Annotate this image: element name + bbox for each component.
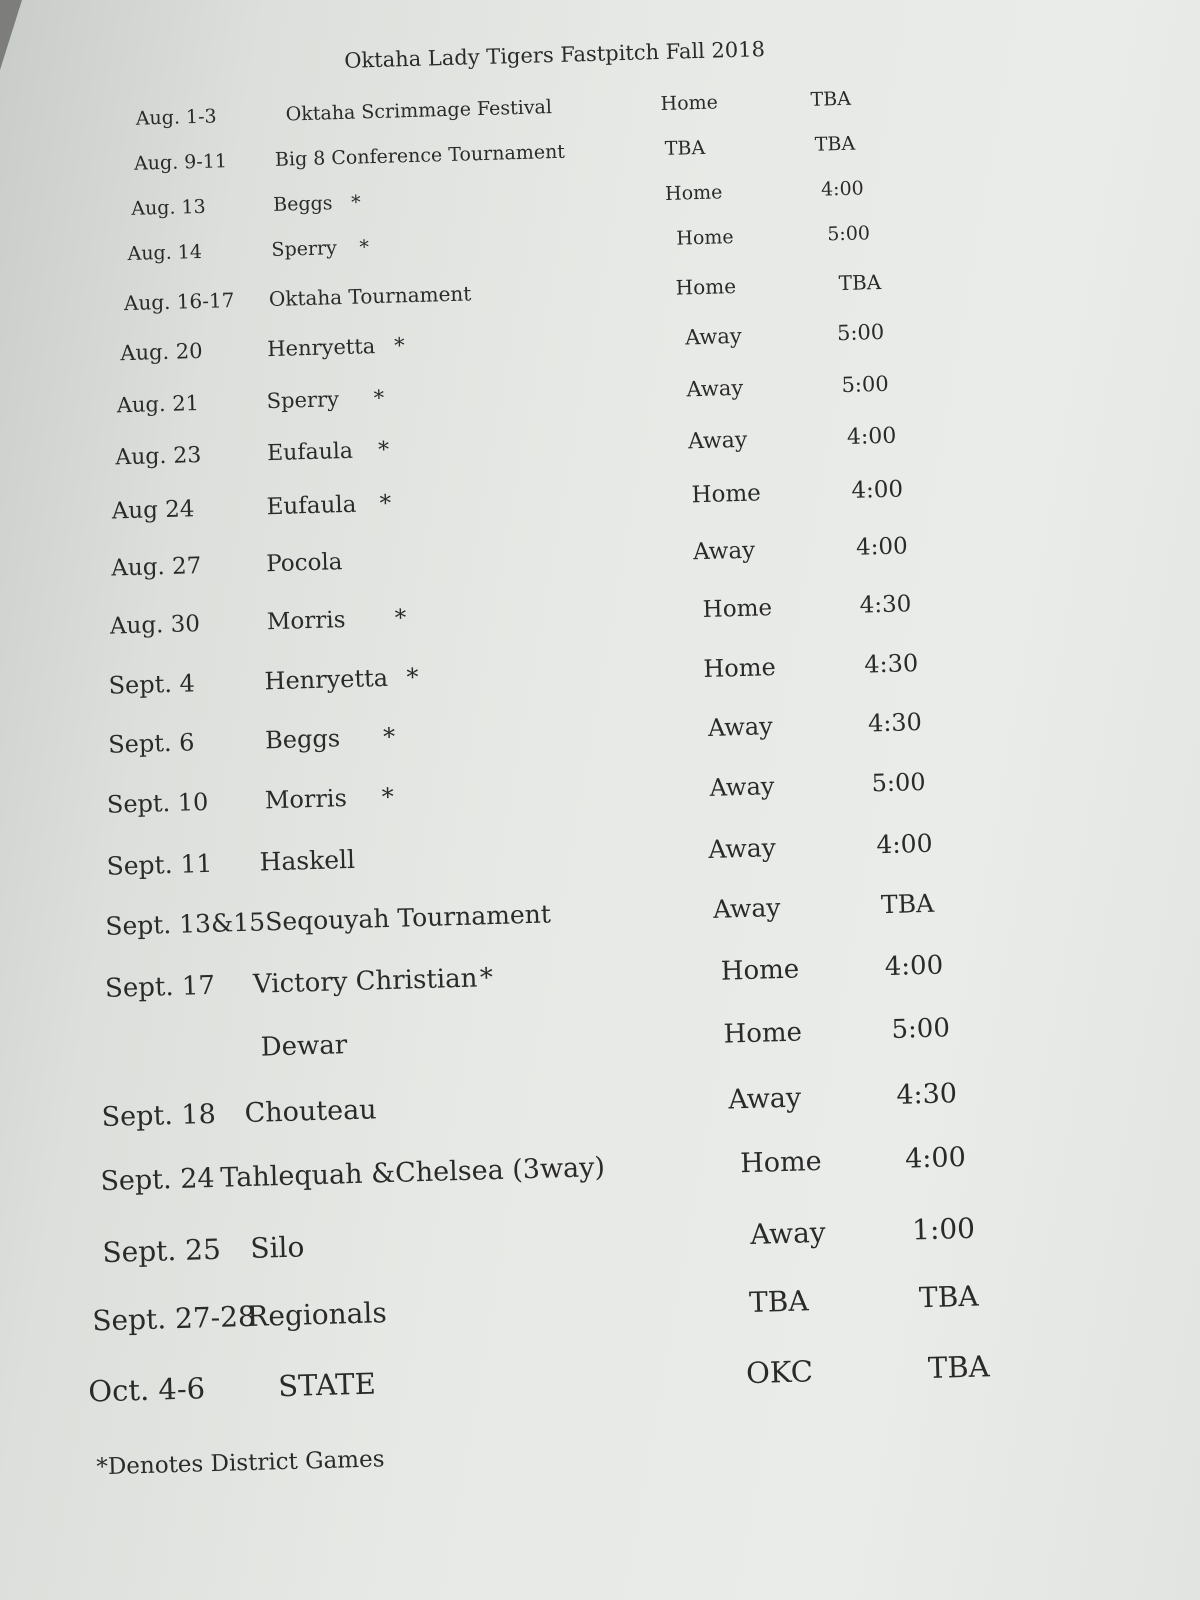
game-time: 1:00 <box>911 1211 976 1247</box>
game-location: Home <box>702 653 777 684</box>
game-opponent: Henryetta <box>264 663 389 696</box>
game-time: 4:00 <box>846 423 897 450</box>
game-time: TBA <box>927 1349 991 1386</box>
schedule-row <box>0 700 1199 773</box>
game-date: Aug. 21 <box>116 391 200 418</box>
district-marker: * <box>394 605 407 632</box>
district-marker: * <box>373 385 385 411</box>
game-date: Aug. 30 <box>109 611 201 640</box>
game-time: 4:00 <box>820 177 865 201</box>
district-marker: * <box>379 490 392 518</box>
game-date: Aug. 23 <box>114 443 202 471</box>
game-date: Aug. 1-3 <box>135 105 217 130</box>
district-marker: * <box>350 191 362 214</box>
schedule-row <box>16 1343 1200 1416</box>
schedule-row <box>12 1205 1200 1278</box>
game-opponent: Beggs <box>272 192 333 216</box>
game-opponent: Regionals <box>246 1296 388 1334</box>
game-time: 4:00 <box>875 828 933 860</box>
schedule-row <box>5 943 1200 1016</box>
game-date: Sept. 4 <box>108 669 196 700</box>
game-opponent: Oktaha Scrimmage Festival <box>285 96 553 126</box>
game-opponent: Eufaula <box>266 491 357 521</box>
game-time: 4:30 <box>895 1078 958 1111</box>
game-date: Sept. 24 <box>100 1162 215 1198</box>
footnote: *Denotes District Games <box>96 1446 385 1481</box>
game-date: Aug. 14 <box>127 240 203 265</box>
game-location: Away <box>686 375 744 402</box>
game-location: Away <box>749 1215 827 1251</box>
schedule-row <box>8 1071 1200 1144</box>
schedule-row <box>0 760 1200 833</box>
game-location: Away <box>707 712 774 742</box>
game-date: Sept. 25 <box>101 1232 222 1270</box>
game-opponent: Chouteau <box>244 1094 378 1130</box>
schedule-row <box>10 1135 1200 1208</box>
game-location: Away <box>727 1082 802 1116</box>
game-date: Sept. 11 <box>106 848 213 881</box>
game-time: 4:00 <box>851 476 904 504</box>
game-time: 4:00 <box>884 950 944 983</box>
game-location: Home <box>720 954 800 987</box>
district-marker: * <box>406 663 419 692</box>
schedule-row <box>14 1273 1200 1346</box>
game-time: TBA <box>838 269 882 296</box>
game-location: Away <box>687 427 748 455</box>
game-location: TBA <box>748 1284 810 1320</box>
game-date: Sept. 18 <box>101 1098 217 1134</box>
game-date: Sept. 13&15 <box>104 907 266 941</box>
game-opponent: Big 8 Conference Tournament <box>274 140 566 171</box>
game-time: TBA <box>880 888 935 920</box>
game-location: Home <box>739 1145 823 1180</box>
game-time: 5:00 <box>871 767 926 798</box>
schedule-row <box>3 881 1200 954</box>
game-date: Aug 24 <box>111 496 195 525</box>
game-opponent: Silo <box>249 1230 305 1265</box>
district-marker: * <box>393 333 406 358</box>
game-opponent: Sperry <box>266 387 340 414</box>
district-marker: * <box>382 722 396 752</box>
game-opponent: Tahlequah &Chelsea (3way) <box>219 1152 606 1194</box>
game-location: Home <box>691 480 762 509</box>
game-opponent: Beggs <box>264 724 341 755</box>
game-location: TBA <box>664 136 706 160</box>
game-opponent: Victory Christian <box>252 963 478 1000</box>
game-time: 5:00 <box>826 222 871 246</box>
game-location: Home <box>676 226 734 250</box>
game-opponent: Eufaula <box>266 438 354 467</box>
game-location: Away <box>712 893 781 924</box>
game-time: 4:30 <box>867 707 923 738</box>
game-date: Aug. 9-11 <box>133 150 228 175</box>
game-location: Away <box>709 772 775 802</box>
game-location: Away <box>684 323 743 350</box>
schedule-title: Oktaha Lady Tigers Fastpitch Fall 2018 <box>343 37 766 73</box>
game-location: Home <box>702 595 773 624</box>
game-opponent: Pocola <box>265 549 343 578</box>
game-time: 5:00 <box>841 371 889 398</box>
game-opponent: Haskell <box>259 844 356 877</box>
game-location: OKC <box>745 1354 814 1391</box>
district-marker: * <box>479 963 494 994</box>
district-marker: * <box>377 437 390 464</box>
game-opponent: Seqouyah Tournament <box>264 899 552 937</box>
game-date: Aug. 27 <box>110 553 202 582</box>
game-location: Home <box>723 1017 803 1050</box>
game-opponent: Sperry <box>271 237 338 261</box>
game-time: TBA <box>810 87 852 111</box>
game-opponent: Morris <box>266 607 346 636</box>
game-date: Sept. 10 <box>106 787 209 819</box>
game-opponent: Henryetta <box>266 334 376 362</box>
game-date: Sept. 27-28 <box>91 1299 257 1338</box>
game-time: 4:30 <box>863 649 919 679</box>
game-time: 4:00 <box>855 533 909 561</box>
game-location: Away <box>708 833 777 864</box>
game-time: 5:00 <box>891 1013 951 1045</box>
game-time: TBA <box>918 1279 979 1315</box>
game-opponent: Oktaha Tournament <box>268 281 472 312</box>
district-marker: * <box>381 782 395 812</box>
game-date: Aug. 13 <box>131 195 206 220</box>
schedule-row <box>0 641 1197 714</box>
game-opponent: Morris <box>264 784 348 815</box>
schedule-row <box>1 821 1200 894</box>
game-location: Away <box>692 537 756 566</box>
game-date: Aug. 16-17 <box>123 288 235 316</box>
game-location: Home <box>664 181 723 205</box>
game-location: Home <box>675 274 737 300</box>
game-date: Aug. 20 <box>120 338 203 366</box>
game-date: Oct. 4-6 <box>87 1371 206 1409</box>
schedule-row <box>6 1006 1200 1079</box>
game-time: TBA <box>814 132 856 156</box>
district-marker: * <box>359 236 370 259</box>
game-time: 5:00 <box>836 319 885 346</box>
game-date: Sept. 6 <box>107 728 195 759</box>
game-time: 4:00 <box>904 1141 967 1175</box>
game-time: 4:30 <box>859 591 912 619</box>
game-opponent: Dewar <box>260 1030 348 1063</box>
game-opponent: STATE <box>277 1366 377 1404</box>
game-date: Sept. 17 <box>104 970 216 1004</box>
game-location: Home <box>660 91 719 116</box>
